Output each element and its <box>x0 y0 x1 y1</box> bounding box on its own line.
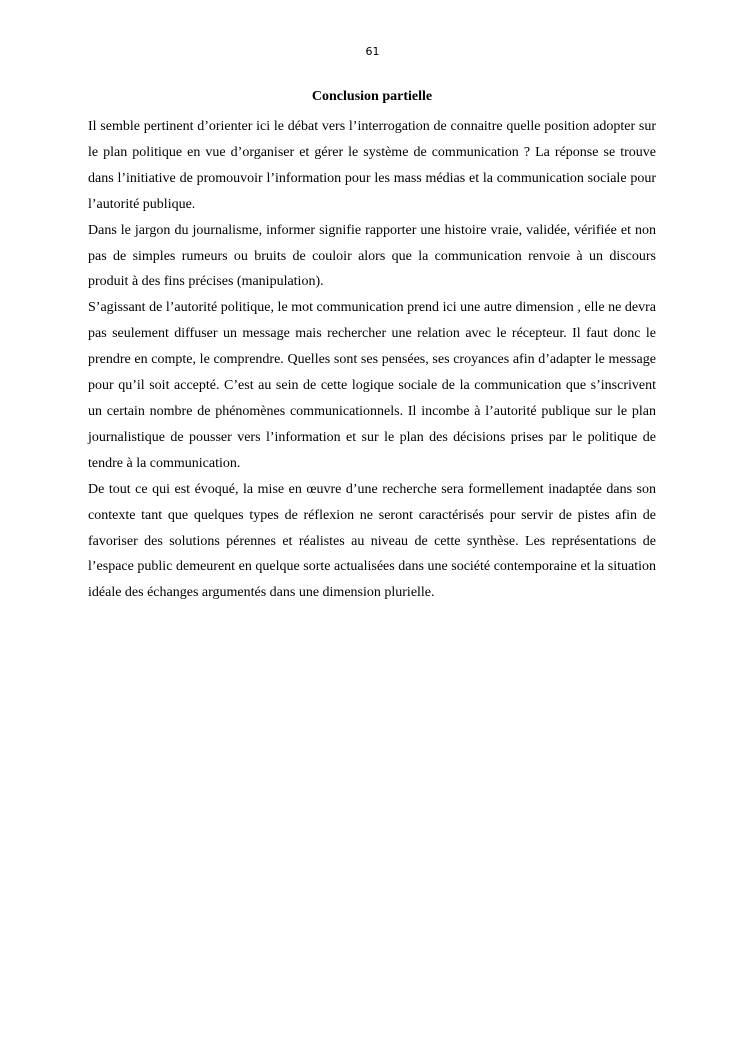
body-text <box>88 114 656 606</box>
section-heading: Conclusion partielle <box>311 89 433 104</box>
paragraph-3: S’agissant de l’autorité politique, le mot communication prend ici une autre dimension , elle ne devra pas seulement diffuser un message mais rechercher une relation avec le récepteur. Il faut donc le prendre en compte, le comprendre. Quelles sont ses pensées, ses croyances afin d’adapter le message pour qu’il soit accepté. C’est au sein de cette logique sociale de la communication que s’inscrivent un certain nombre de phénomènes communicationnels. Il incombe à l’autorité publique sur le plan journalistique de pousser vers l’information et sur le plan des décisions prises par le politique de tendre à la communication. <box>88 300 656 471</box>
page-number: 61 <box>365 45 380 58</box>
paragraph-1: Il semble pertinent d’orienter ici le débat vers l’interrogation de connaitre quelle position adopter sur le plan politique en vue d’organiser et gérer le système de communication ? La réponse se trouve dans l’initiative de promouvoir l’information pour les mass médias et la communication sociale pour l’autorité publique. <box>88 119 656 212</box>
paragraph-4: De tout ce qui est évoqué, la mise en œuvre d’une recherche sera formellement inadaptée dans son contexte tant que quelques types de réflexion ne seront caractérisés pour servir de pistes afin de favoriser des solutions pérennes et réalistes au niveau de cette synthèse. Les représentations de l’espace public demeurent en quelque sorte actualisées dans une société contemporaine et la situation idéale des échanges argumentés dans une dimension plurielle. <box>88 481 656 601</box>
paragraph-2: Dans le jargon du journalisme, informer signifie rapporter une histoire vraie, validée, vérifiée et non pas de simples rumeurs ou bruits de couloir alors que la communication renvoie à un discours produit à des fins précises (manipulation). <box>88 222 656 290</box>
